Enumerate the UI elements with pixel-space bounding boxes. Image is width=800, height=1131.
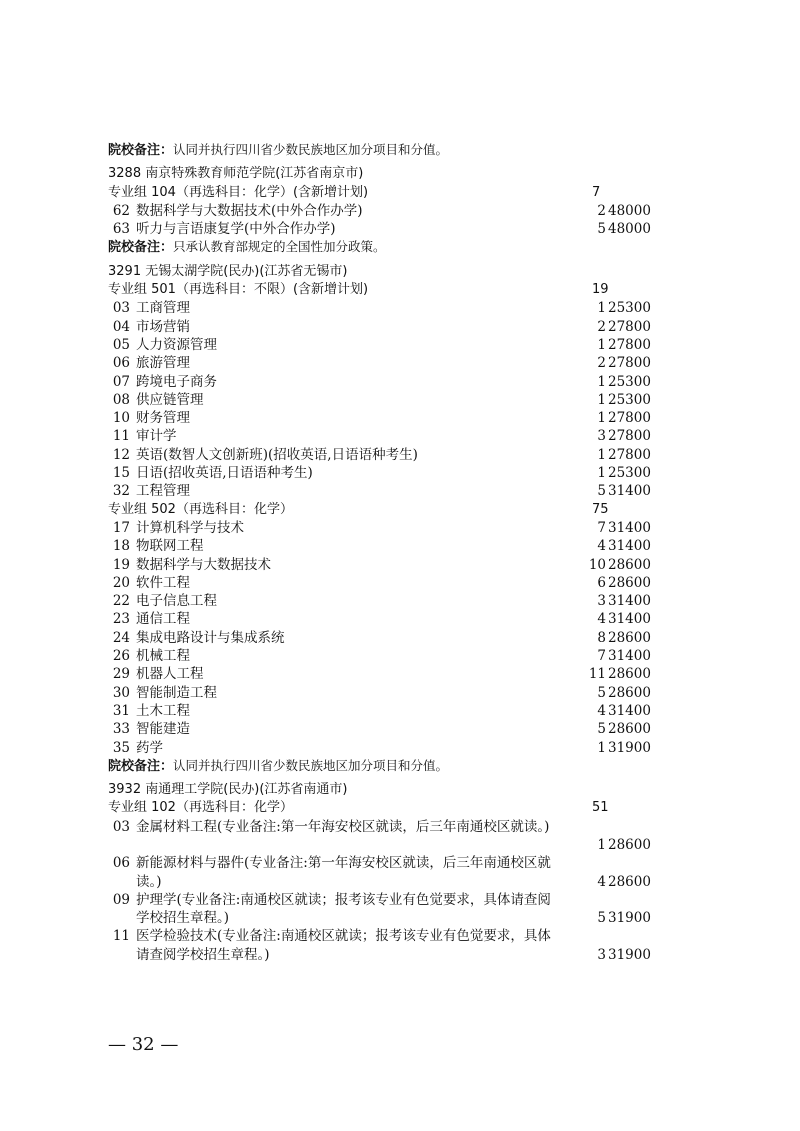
major-fee: 25300: [608, 391, 651, 408]
group-count: 75: [592, 501, 609, 517]
school-title: 3932 南通理工学院(民办)(江苏省南通市): [108, 782, 348, 798]
major-fee: 28600: [608, 873, 651, 890]
major-code: 24: [112, 629, 130, 646]
school-title: 3291 无锡太湖学院(民办)(江苏省无锡市): [108, 263, 348, 279]
major-name: 机器人工程: [136, 666, 204, 683]
major-code: 11: [112, 428, 130, 445]
major-row: [108, 720, 668, 738]
major-row: [108, 373, 668, 391]
major-code: 06: [112, 855, 130, 872]
major-name: 土木工程: [136, 702, 190, 719]
major-name: 软件工程: [136, 574, 190, 591]
major-fee: 25300: [608, 465, 651, 482]
note-label: 院校备注：: [108, 240, 174, 256]
major-count: 4: [597, 702, 606, 719]
major-code: 04: [112, 318, 130, 335]
major-count: 3: [597, 593, 606, 610]
major-name: 医学检验技术(专业备注:南通校区就读；报考该专业有色觉要求，具体请查阅学校招生章程。): [136, 928, 551, 963]
major-code: 26: [112, 648, 130, 665]
major-row: [108, 592, 668, 610]
major-fee: 25300: [608, 373, 651, 390]
major-fee: 31400: [608, 538, 651, 555]
major-fee: 31900: [608, 739, 651, 756]
major-count: 11: [588, 666, 606, 683]
major-name: 新能源材料与器件(专业备注:第一年海安校区就读，后三年南通校区就读。): [136, 855, 551, 890]
major-fee: 31400: [608, 648, 651, 665]
major-name: 计算机科学与技术: [136, 519, 244, 536]
major-row: [108, 854, 668, 891]
major-name: 市场营销: [136, 318, 190, 335]
major-count: 1: [597, 836, 606, 853]
major-name: 旅游管理: [136, 355, 190, 372]
major-row: [108, 464, 668, 482]
major-row: [108, 610, 668, 628]
group-count: 19: [592, 282, 609, 298]
group-title: 专业组 502（再选科目：化学）: [108, 501, 293, 517]
major-count: 1: [597, 465, 606, 482]
major-row: [108, 537, 668, 555]
major-code: 07: [112, 373, 130, 390]
major-row: [108, 927, 668, 964]
major-count: 2: [597, 355, 606, 372]
major-count: 4: [597, 873, 606, 890]
major-code: 09: [112, 891, 130, 908]
major-group-header: [108, 184, 668, 202]
major-fee: 27800: [608, 336, 651, 353]
major-code: 06: [112, 355, 130, 372]
note-text: 只承认教育部规定的全国性加分政策。: [173, 239, 386, 255]
major-row: [108, 202, 668, 220]
major-name: 金属材料工程(专业备注:第一年海安校区就读，后三年南通校区就读。): [136, 818, 550, 835]
major-count: 7: [597, 519, 606, 536]
major-row: [108, 409, 668, 427]
major-fee: 28600: [608, 721, 651, 738]
major-fee: 25300: [608, 300, 651, 317]
group-count: 7: [592, 184, 601, 200]
major-fee: 31900: [608, 910, 651, 927]
major-code: 35: [112, 739, 130, 756]
major-fee: 28600: [608, 684, 651, 701]
school-note: [108, 141, 668, 159]
major-code: 11: [112, 928, 130, 945]
major-code: 22: [112, 593, 130, 610]
major-count: 1: [597, 300, 606, 317]
major-count: 5: [597, 910, 606, 927]
major-row: [108, 629, 668, 647]
group-title: 专业组 501（再选科目：不限）(含新增计划): [108, 282, 369, 298]
major-name: 集成电路设计与集成系统: [136, 629, 285, 646]
major-fee: 48000: [608, 202, 651, 219]
note-label: 院校备注：: [108, 143, 174, 158]
school-note: [108, 757, 668, 775]
major-name: 英语(数智人文创新班)(招收英语,日语语种考生): [136, 446, 418, 463]
major-row: [108, 702, 668, 720]
major-count: 1: [597, 336, 606, 353]
major-count: 5: [597, 684, 606, 701]
group-title: 专业组 104（再选科目：化学）(含新增计划): [108, 184, 369, 200]
major-name: 数据科学与大数据技术(中外合作办学): [136, 202, 363, 219]
major-fee: 31400: [608, 483, 651, 500]
major-code: 30: [112, 684, 130, 701]
major-name: 审计学: [136, 428, 177, 445]
major-fee: 31400: [608, 519, 651, 536]
major-name: 电子信息工程: [136, 593, 217, 610]
group-title: 专业组 102（再选科目：化学）: [108, 800, 293, 816]
major-name: 日语(招收英语,日语语种考生): [136, 465, 313, 482]
major-name: 智能制造工程: [136, 684, 217, 701]
major-row: [108, 299, 668, 317]
major-fee: 27800: [608, 410, 651, 427]
major-count: 1: [597, 739, 606, 756]
major-count: 7: [597, 648, 606, 665]
major-code: 32: [112, 483, 130, 500]
major-count: 1: [597, 410, 606, 427]
major-row: [108, 519, 668, 537]
group-count: 51: [592, 800, 609, 816]
major-code: 03: [112, 818, 130, 835]
major-count: 10: [588, 556, 606, 573]
major-fee: 27800: [608, 428, 651, 445]
major-code: 10: [112, 410, 130, 427]
major-code: 19: [112, 556, 130, 573]
major-name: 通信工程: [136, 611, 190, 628]
major-code: 08: [112, 391, 130, 408]
major-code: 63: [112, 221, 130, 238]
major-fee: 27800: [608, 446, 651, 463]
major-fee: 48000: [608, 221, 651, 238]
major-name: 护理学(专业备注:南通校区就读；报考该专业有色觉要求，具体请查阅学校招生章程。): [136, 891, 551, 927]
major-row: [108, 647, 668, 665]
major-row: [108, 574, 668, 592]
major-name: 供应链管理: [136, 391, 204, 408]
page-number: — 32 —: [108, 1034, 179, 1055]
major-code: 15: [112, 465, 130, 482]
major-group-header: [108, 799, 668, 817]
major-name: 药学: [136, 739, 163, 756]
major-code: 17: [112, 519, 130, 536]
major-code: 18: [112, 538, 130, 555]
major-name: 听力与言语康复学(中外合作办学): [136, 221, 336, 238]
major-fee: 28600: [608, 629, 651, 646]
school-note: [108, 238, 668, 256]
note-text: 认同并执行四川省少数民族地区加分项目和分值。: [173, 142, 449, 157]
major-count: 2: [597, 202, 606, 219]
major-code: 62: [112, 202, 130, 219]
major-row: [108, 684, 668, 702]
major-fee: 28600: [608, 556, 651, 573]
major-row: [108, 739, 668, 757]
major-row: [108, 336, 668, 354]
major-count: 5: [597, 721, 606, 738]
major-row: [108, 482, 668, 500]
major-row: [108, 446, 668, 464]
major-code: 31: [112, 702, 130, 719]
major-count: 1: [597, 391, 606, 408]
major-code: 29: [112, 666, 130, 683]
major-group-header: [108, 501, 668, 519]
major-name: 工商管理: [136, 300, 190, 317]
major-name: 物联网工程: [136, 538, 204, 555]
major-row: [108, 891, 668, 928]
major-fee: 31900: [608, 946, 651, 963]
major-code: 05: [112, 336, 130, 353]
major-row: [108, 318, 668, 336]
major-fee: 31400: [608, 593, 651, 610]
major-name: 智能建造: [136, 721, 190, 738]
major-count: 3: [597, 428, 606, 445]
major-name: 财务管理: [136, 410, 190, 427]
major-row: [108, 818, 668, 855]
major-fee: 28600: [608, 666, 651, 683]
major-fee: 28600: [608, 574, 651, 591]
major-row: [108, 665, 668, 683]
major-fee: 28600: [608, 836, 651, 853]
major-fee: 27800: [608, 318, 651, 335]
major-row: [108, 427, 668, 445]
major-count: 5: [597, 483, 606, 500]
major-code: 23: [112, 611, 130, 628]
major-fee: 31400: [608, 702, 651, 719]
major-group-header: [108, 281, 668, 299]
major-name: 跨境电子商务: [136, 373, 217, 390]
major-count: 1: [597, 373, 606, 390]
major-row: [108, 220, 668, 238]
major-count: 3: [597, 946, 606, 963]
major-code: 03: [112, 300, 130, 317]
major-row: [108, 391, 668, 409]
major-count: 4: [597, 538, 606, 555]
major-count: 2: [597, 318, 606, 335]
major-name: 人力资源管理: [136, 336, 217, 353]
major-code: 12: [112, 446, 130, 463]
school-title: 3288 南京特殊教育师范学院(江苏省南京市): [108, 166, 364, 182]
major-name: 工程管理: [136, 483, 190, 500]
major-name: 机械工程: [136, 648, 190, 665]
note-label: 院校备注：: [108, 758, 174, 774]
major-count: 8: [597, 629, 606, 646]
major-count: 1: [597, 446, 606, 463]
major-code: 20: [112, 574, 130, 591]
major-row: [108, 354, 668, 372]
document-body: [108, 141, 668, 964]
major-count: 4: [597, 611, 606, 628]
major-count: 6: [597, 574, 606, 591]
major-fee: 31400: [608, 611, 651, 628]
major-code: 33: [112, 721, 130, 738]
major-row: [108, 556, 668, 574]
major-fee: 27800: [608, 355, 651, 372]
major-name: 数据科学与大数据技术: [136, 556, 271, 573]
note-text: 认同并执行四川省少数民族地区加分项目和分值。: [173, 757, 449, 773]
major-count: 5: [597, 221, 606, 238]
